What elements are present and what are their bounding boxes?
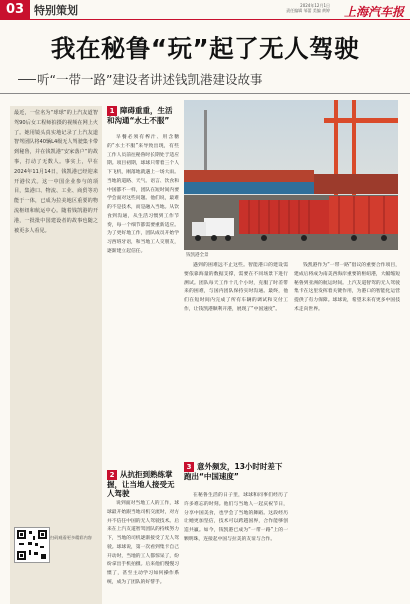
- page-number: 03: [0, 0, 30, 19]
- column-2b-text: 在秘鲁生活的日子里，球球和同事们经历了许多难忘的时刻。他们与当地人一起庆祝节日，分享中国美食，也学会了当地的舞蹈。这段经历让她更加坚信，技术可以跨越国界，合作能够创造共赢。如今，钱凯港已成为“一带一路”上的一颗明珠，连接起中国与拉美的友谊与合作。: [184, 493, 288, 542]
- issue-date: 2024年12月1日: [300, 3, 330, 8]
- container-port-image: [184, 100, 398, 250]
- header-rule: [0, 19, 410, 20]
- section-title: 特别策划: [34, 4, 78, 17]
- subheadline-dash: [18, 79, 36, 80]
- qr-icon: [15, 528, 49, 562]
- section-heading-2: [107, 470, 179, 498]
- headline-divider: [0, 93, 410, 94]
- section-heading-text: 障碍重重，生活和沟通“水土不服”: [107, 106, 173, 125]
- column-1b: [107, 500, 179, 600]
- lead-paragraph: 最近，一位名为“球球”的上汽友道智驾90后女工程师拍摄的视频在网上火了。她用镜头真实地记录了上汽友道智驾团队将40辆L4级无人驾驶集卡带到秘鲁，并在钱凯港“安家落户”的故事，打动了无数人。事实上，早在2024年11月14日，钱凯港已经迎来开港仪式。这一中国企业参与的项目，集港口、物流、工业、商贸等功能于一体，已成为拉美地区重要的物流枢纽和航运中心。随着钱凯港的开港，一批批中国建设者的故事也随之被更多人看见。: [14, 110, 98, 234]
- column-3: [294, 262, 400, 600]
- qr-code[interactable]: [14, 527, 50, 563]
- section-number-badge: 2: [107, 470, 117, 480]
- qr-caption: 扫码观看更多精彩内容: [50, 535, 92, 540]
- column-3-text: 钱凯港作为“一带一路”倡议的重要合作项目，建成后将成为南美西海岸重要的枢纽港，大幅缩短秘鲁到亚洲的航运时间。上汽友道智驾的无人驾驶集卡在这里发挥着关键作用，为港口的智能化运营提供了有力保障。球球说，希望未来有更多中国技术走向世界。: [294, 263, 400, 312]
- section-number-badge: 3: [184, 462, 194, 472]
- header-meta: [286, 3, 330, 13]
- column-2: [184, 262, 288, 462]
- subheadline: 听“一带一路”建设者讲述钱凯港建设故事: [37, 72, 263, 87]
- column-1b-text: 说到面对当地工人的工作，球球最开始跟当地司机交流时，对方并不信任中国的无人驾驶技术。后来在上汽友道智驾团队的持续努力下，当地的司机逐渐接受了无人驾驶。球球说，第一次看到集卡自己开动时，当地的工人都惊呆了，纷纷拿出手机拍摄。后来他们慢慢习惯了，甚至主动学习如何操作系统，成为了团队的好帮手。: [107, 501, 179, 585]
- section-heading-3: [184, 462, 288, 481]
- section-heading-text: 从抗拒到熟练掌握，让当地人接受无人驾驶: [107, 470, 175, 498]
- column-1: [107, 134, 179, 464]
- column-1-text: 早餐必须有榨汁、用含糖的“水土不服”来导致出现，有些工作人员前往秘鲁时长期处于适应期。项目初期，球球只带着三个人下飞机，刚落地就遇上一场大雨。当地的道路、天气、语言、饮食和中国都不一样，团队在短时间内要学会面对这些问题。他们说，最难的不是技术，而是融入当地。从饮食到沟通，从生活习惯到工作节奏，每一个细节都需要重新适应。为了更好地工作，团队成员开始学习西班牙语，和当地工人交朋友，逐渐建立起信任。: [107, 135, 179, 254]
- section-number-badge: 1: [107, 106, 117, 116]
- section-heading-1: [107, 106, 179, 125]
- port-photo: [184, 100, 398, 250]
- column-2b: [184, 492, 288, 600]
- section-heading-text: 意外频发，13小时时差下跑出“中国速度”: [184, 462, 283, 481]
- column-2-text: 遇到的困难远不止这些。智能港口的建设需要依靠海量的数据支撑，需要在不同场景下进行测试。团队每天工作十几个小时，克服了时差带来的困难，与国内团队保持实时沟通。最终，他们在短时间内完成了所有车辆的调试和交付工作，让钱凯港顺利开港，展现了“中国速度”。: [184, 263, 288, 312]
- paper-logo: 上海汽车报: [343, 5, 404, 19]
- photo-caption: 钱凯港全景: [186, 253, 209, 258]
- editor-credits: 责任编辑 邹蕾 美编 黄婷: [286, 8, 330, 13]
- headline: 我在秘鲁“玩”起了无人驾驶: [50, 34, 360, 63]
